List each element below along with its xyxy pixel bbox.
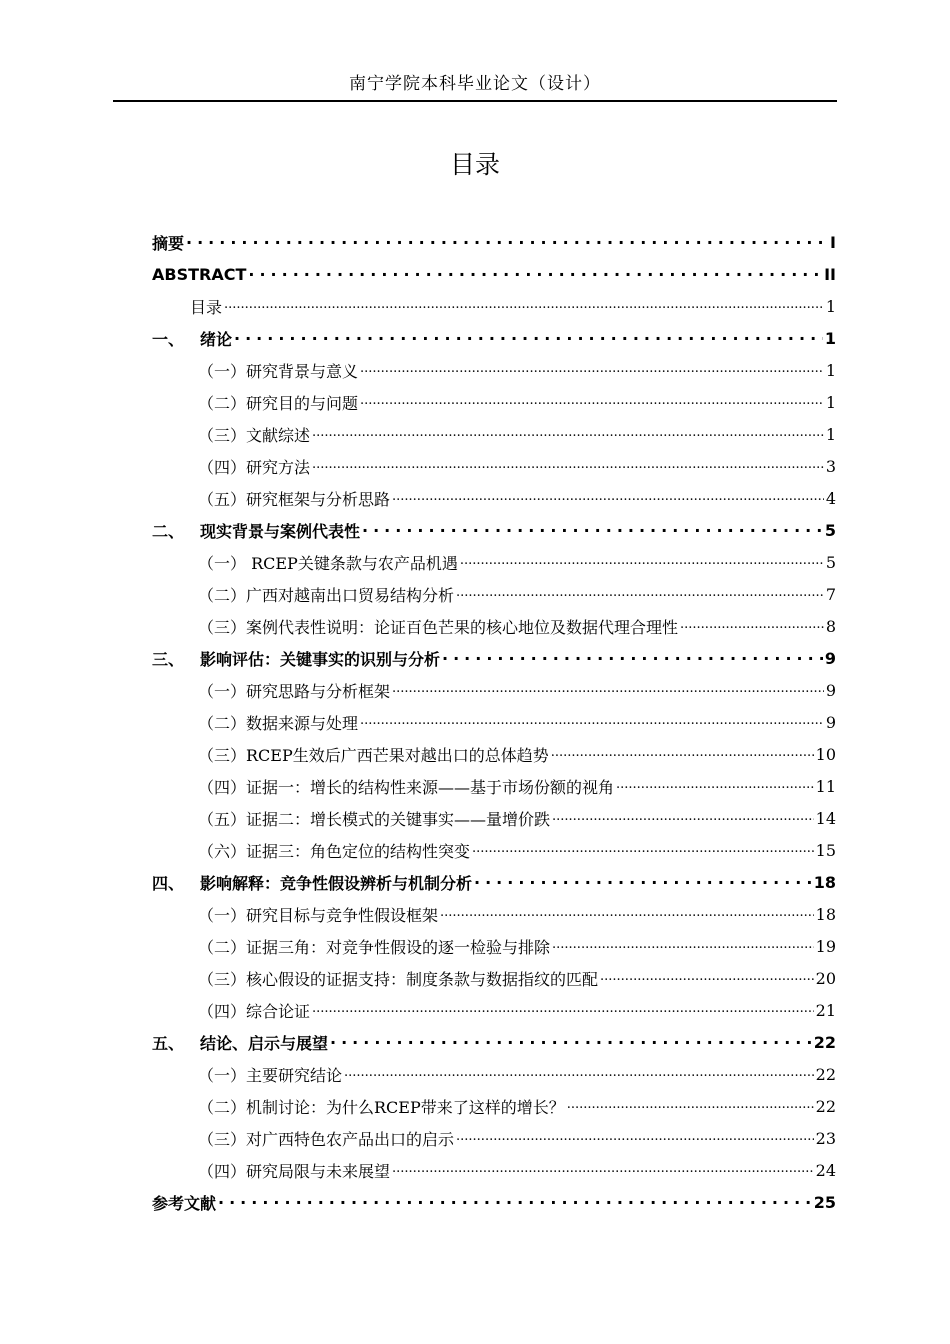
- dot-leader: [312, 457, 824, 475]
- dot-leader: [248, 265, 822, 283]
- toc-entry-label: 影响评估：关键事实的识别与分析: [200, 649, 441, 669]
- dot-leader: [360, 393, 824, 411]
- dot-leader: [472, 841, 814, 859]
- toc-entry-label: （五）研究框架与分析思路: [198, 489, 391, 509]
- dot-leader: [392, 489, 824, 507]
- toc-entry-page: 20: [815, 968, 836, 988]
- toc-entry-label: （二）数据来源与处理: [198, 713, 359, 733]
- toc-entry[interactable]: [152, 1154, 836, 1186]
- toc-entry-page: 22: [815, 1064, 836, 1084]
- toc-entry-label: ABSTRACT: [152, 264, 247, 284]
- toc-entry[interactable]: [152, 642, 836, 674]
- toc-entry-page: II: [824, 264, 836, 284]
- toc-entry-page: 7: [825, 584, 836, 604]
- toc-entry-label: 目录: [190, 297, 223, 317]
- toc-entry-label: （六）证据三：角色定位的结构性突变: [198, 841, 471, 861]
- toc-entry-label: （三）核心假设的证据支持：制度条款与数据指纹的匹配: [198, 969, 599, 989]
- toc-entry-number: 三、: [152, 649, 185, 669]
- dot-leader: [344, 1065, 814, 1083]
- toc-entry[interactable]: [152, 834, 836, 866]
- toc-entry[interactable]: [152, 322, 836, 354]
- toc-entry-page: 1: [825, 360, 836, 380]
- toc-entry-page: 23: [815, 1128, 836, 1148]
- toc-entry-label: （二）研究目的与问题: [198, 393, 359, 413]
- dot-leader: [552, 809, 814, 827]
- toc-entry-label: 现实背景与案例代表性: [200, 521, 361, 541]
- toc-entry-page: 22: [815, 1096, 836, 1116]
- toc-entry-number: 四、: [152, 873, 185, 893]
- toc-entry-label: 影响解释：竞争性假设辨析与机制分析: [200, 873, 473, 893]
- header-rule: [113, 100, 837, 102]
- toc-entry-label: 绪论: [200, 329, 233, 349]
- toc-entry[interactable]: [152, 1090, 836, 1122]
- toc-entry[interactable]: [152, 1122, 836, 1154]
- dot-leader: [474, 873, 812, 891]
- dot-leader: [360, 713, 824, 731]
- toc-entry-page: 18: [813, 872, 836, 892]
- toc-entry[interactable]: [152, 738, 836, 770]
- toc-entry[interactable]: [152, 450, 836, 482]
- toc-entry[interactable]: [152, 258, 836, 290]
- dot-leader: [567, 1097, 814, 1115]
- toc-entry-label: 参考文献: [152, 1193, 217, 1213]
- toc-entry-page: 1: [825, 392, 836, 412]
- toc-entry-label: （四）综合论证: [198, 1001, 311, 1021]
- toc-entry-page: 5: [825, 552, 836, 572]
- toc-entry[interactable]: [152, 802, 836, 834]
- toc-entry[interactable]: [152, 354, 836, 386]
- dot-leader: [456, 1129, 814, 1147]
- toc-entry-page: 4: [825, 488, 836, 508]
- dot-leader: [362, 521, 823, 539]
- toc-entry-label: （二）证据三角：对竞争性假设的逐一检验与排除: [198, 937, 551, 957]
- table-of-contents: [152, 226, 836, 1218]
- toc-entry-page: 3: [825, 456, 836, 476]
- toc-entry[interactable]: [152, 930, 836, 962]
- dot-leader: [616, 777, 814, 795]
- toc-entry-page: 1: [825, 424, 836, 444]
- toc-entry[interactable]: [152, 226, 836, 258]
- toc-entry-page: 8: [825, 616, 836, 636]
- dot-leader: [360, 361, 824, 379]
- toc-entry-label: （三）RCEP生效后广西芒果对越出口的总体趋势: [198, 745, 549, 765]
- toc-entry-number: 二、: [152, 521, 185, 541]
- dot-leader: [460, 553, 824, 571]
- toc-entry-label: （三）文献综述: [198, 425, 311, 445]
- toc-entry-page: 9: [825, 680, 836, 700]
- running-header: 南宁学院本科毕业论文（设计）: [349, 74, 601, 94]
- toc-entry-label: （一） RCEP关键条款与农产品机遇: [198, 553, 458, 573]
- toc-entry-page: 19: [815, 936, 836, 956]
- toc-entry[interactable]: [152, 514, 836, 546]
- dot-leader: [680, 617, 824, 635]
- toc-entry-page: I: [830, 232, 836, 252]
- toc-entry[interactable]: [152, 546, 836, 578]
- dot-leader: [440, 905, 814, 923]
- dot-leader: [600, 969, 814, 987]
- toc-entry[interactable]: [152, 994, 836, 1026]
- toc-entry[interactable]: [152, 770, 836, 802]
- toc-entry-page: 24: [815, 1160, 836, 1180]
- toc-entry-page: 1: [825, 296, 836, 316]
- toc-entry[interactable]: [152, 290, 836, 322]
- toc-entry-label: 摘要: [152, 233, 185, 253]
- dot-leader: [312, 1001, 814, 1019]
- toc-entry-page: 9: [825, 712, 836, 732]
- toc-entry-page: 15: [815, 840, 836, 860]
- toc-entry-page: 14: [815, 808, 836, 828]
- toc-entry[interactable]: [152, 482, 836, 514]
- dot-leader: [551, 745, 814, 763]
- toc-entry[interactable]: [152, 962, 836, 994]
- toc-entry-label: （四）研究方法: [198, 457, 311, 477]
- toc-entry-label: （三）案例代表性说明：论证百色芒果的核心地位及数据代理合理性: [198, 617, 679, 637]
- toc-entry-label: （一）研究思路与分析框架: [198, 681, 391, 701]
- toc-entry[interactable]: [152, 898, 836, 930]
- toc-entry-number: 五、: [152, 1033, 185, 1053]
- toc-entry-page: 5: [824, 520, 836, 540]
- toc-entry[interactable]: [152, 1058, 836, 1090]
- dot-leader: [186, 233, 828, 251]
- dot-leader: [218, 1193, 812, 1211]
- toc-entry[interactable]: [152, 610, 836, 642]
- toc-entry-page: 18: [815, 904, 836, 924]
- dot-leader: [224, 297, 824, 315]
- dot-leader: [312, 425, 824, 443]
- toc-entry-label: （五）证据二：增长模式的关键事实——量增价跌: [198, 809, 551, 829]
- toc-entry-page: 10: [815, 744, 836, 764]
- toc-entry-label: （一）研究目标与竞争性假设框架: [198, 905, 439, 925]
- toc-entry-page: 9: [824, 648, 836, 668]
- toc-entry-page: 1: [824, 328, 836, 348]
- toc-entry[interactable]: [152, 706, 836, 738]
- toc-entry[interactable]: [152, 1026, 836, 1058]
- toc-entry[interactable]: [152, 418, 836, 450]
- toc-entry-label: （四）研究局限与未来展望: [198, 1161, 391, 1181]
- toc-entry[interactable]: [152, 578, 836, 610]
- toc-entry-label: （二）广西对越南出口贸易结构分析: [198, 585, 455, 605]
- toc-entry[interactable]: [152, 674, 836, 706]
- toc-entry[interactable]: [152, 386, 836, 418]
- toc-entry-label: （三）对广西特色农产品出口的启示: [198, 1129, 455, 1149]
- toc-entry-label: 结论、启示与展望: [200, 1033, 329, 1053]
- dot-leader: [456, 585, 824, 603]
- dot-leader: [330, 1033, 812, 1051]
- toc-entry-label: （一）主要研究结论: [198, 1065, 343, 1085]
- toc-entry-label: （二）机制讨论：为什么RCEP带来了这样的增长？: [198, 1097, 565, 1117]
- toc-entry-label: （一）研究背景与意义: [198, 361, 359, 381]
- dot-leader: [392, 681, 824, 699]
- toc-entry-page: 21: [815, 1000, 836, 1020]
- dot-leader: [552, 937, 814, 955]
- toc-entry[interactable]: [152, 866, 836, 898]
- dot-leader: [442, 649, 823, 667]
- dot-leader: [234, 329, 823, 347]
- dot-leader: [392, 1161, 814, 1179]
- toc-entry-label: （四）证据一：增长的结构性来源——基于市场份额的视角: [198, 777, 615, 797]
- toc-entry-page: 22: [813, 1032, 836, 1052]
- toc-entry-page: 11: [815, 776, 836, 796]
- toc-entry-page: 25: [813, 1192, 836, 1212]
- toc-entry-number: 一、: [152, 329, 185, 349]
- page-title: 目录: [449, 150, 500, 179]
- toc-entry[interactable]: [152, 1186, 836, 1218]
